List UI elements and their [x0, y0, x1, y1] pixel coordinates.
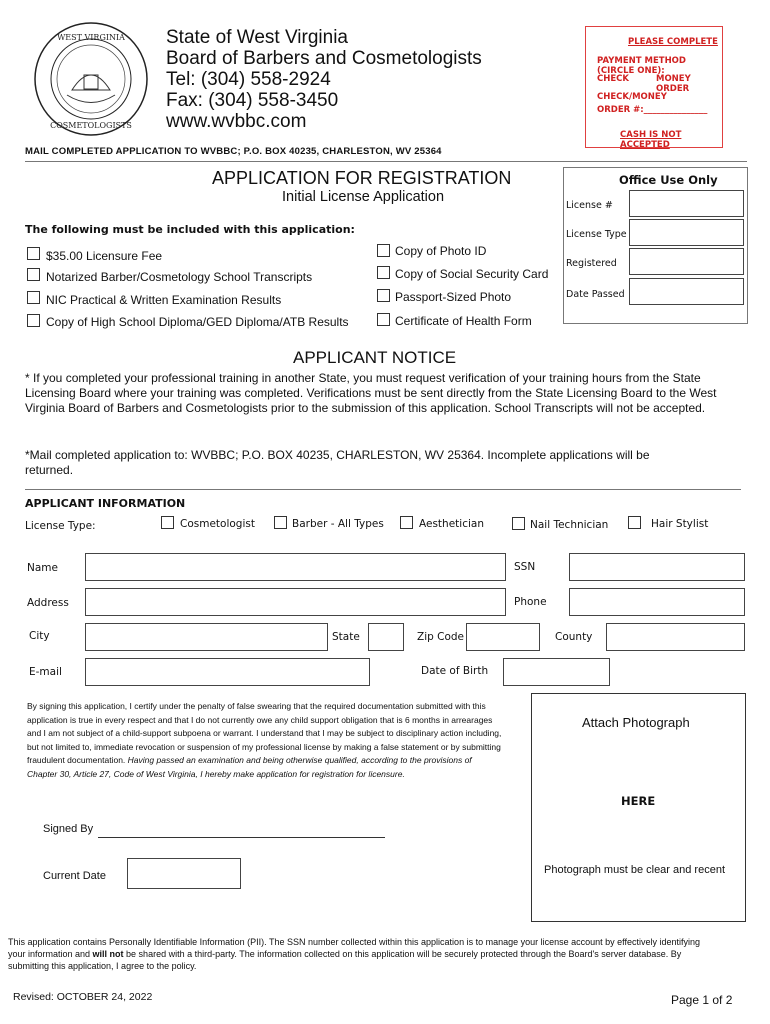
photo-note: Photograph must be clear and recent [544, 864, 726, 876]
diploma-checkbox[interactable] [27, 314, 40, 327]
county-field[interactable] [606, 623, 745, 651]
photo-id-label: Copy of Photo ID [395, 244, 487, 258]
license-type-office-field[interactable] [629, 219, 744, 246]
photo-here-label: HERE [621, 794, 656, 808]
please-complete: PLEASE COMPLETE [628, 37, 718, 47]
payment-method-label: PAYMENT METHOD (CIRCLE ONE): [597, 56, 686, 76]
ssc-checkbox[interactable] [377, 266, 390, 279]
payment-method-box [585, 26, 723, 148]
phone-label: Phone [514, 596, 547, 608]
revised-date: Revised: OCTOBER 24, 2022 [13, 991, 153, 1003]
transcripts-label: Notarized Barber/Cosmetology School Transcripts [46, 270, 313, 284]
certification-statement: By signing this application, I certify under the penalty of false swearing that the required documentation submitted with this application is true in every respect and that I do not currently owe any child support obligation that is 6 months in arrearages and I am not subject of a child-support subpoena or warrant. I understand that I may be subject to disciplinary action including, but not limited to, immediate revocation or suspension of my professional license by making a false statement or by submitting fraudulent documentation. [27, 701, 502, 765]
cosmetologist-checkbox[interactable] [161, 516, 174, 529]
certification-italic: Having passed an examination and being otherwise qualified, according to the provisions of Chapter 30, Article 27, Code of West Virginia, I hereby make application for registration for licensure. [27, 755, 472, 779]
name-label: Name [27, 562, 58, 574]
license-type-label: License Type: [25, 520, 96, 532]
nail-technician-checkbox[interactable] [512, 517, 525, 530]
notice-title: APPLICANT NOTICE [293, 348, 457, 367]
current-date-label: Current Date [43, 870, 106, 882]
aesthetician-checkbox[interactable] [400, 516, 413, 529]
hair-stylist-checkbox[interactable] [628, 516, 641, 529]
license-type-office-label: License Type [566, 229, 627, 240]
requirements-heading: The following must be included with this application: [25, 223, 355, 236]
page-number: Page 1 of 2 [671, 993, 733, 1007]
zip-label: Zip Code [417, 631, 464, 643]
pii-text-2: be shared with a third-party. The information collected on this application will be securely protected through the Board's server database. By submitting this application, I agree to the policy. [8, 949, 682, 971]
passport-photo-label: Passport-Sized Photo [395, 290, 512, 304]
pii-text-1: This application contains Personally Identifiable Information (PII). The SSN number collected within this application is to manage your license account by effectively identifying your information and [8, 937, 701, 959]
name-field[interactable] [85, 553, 506, 581]
fee-label: $35.00 Licensure Fee [46, 249, 163, 263]
barber-checkbox[interactable] [274, 516, 287, 529]
zip-field[interactable] [466, 623, 540, 651]
mail-header: MAIL COMPLETED APPLICATION TO WVBBC; P.O. BOX 40235, CHARLESTON, WV 25364 [25, 146, 442, 157]
passport-photo-checkbox[interactable] [377, 289, 390, 302]
check-option[interactable]: CHECK [597, 74, 629, 84]
signature-line[interactable] [98, 837, 385, 838]
dob-label: Date of Birth [421, 665, 489, 677]
svg-text:WEST VIRGINIA: WEST VIRGINIA [57, 33, 125, 42]
notice-paragraph-2: *Mail completed application to: WVBBC; P.O. BOX 40235, CHARLESTON, WV 25364. Incomplete applications will be returned. [25, 448, 650, 477]
registered-field[interactable] [629, 248, 744, 275]
health-form-label: Certificate of Health Form [395, 314, 532, 328]
ssn-label: SSN [514, 561, 536, 573]
state-label: State [332, 631, 360, 643]
photo-box [531, 693, 746, 922]
nic-checkbox[interactable] [27, 291, 40, 304]
cash-not-accepted: CASH IS NOT ACCEPTED [620, 130, 682, 150]
license-number-field[interactable] [629, 190, 744, 217]
email-field[interactable] [85, 658, 370, 686]
svg-text:COSMETOLOGISTS: COSMETOLOGISTS [50, 121, 132, 130]
ssn-field[interactable] [569, 553, 745, 581]
fee-checkbox[interactable] [27, 247, 40, 260]
signed-by-label: Signed By [43, 823, 94, 835]
ssc-label: Copy of Social Security Card [395, 267, 549, 281]
state-seal [32, 20, 150, 138]
city-label: City [29, 630, 50, 642]
header-web[interactable]: www.wvbbc.com [166, 111, 307, 132]
page-title: APPLICATION FOR REGISTRATION [212, 168, 512, 188]
office-use-title: Office Use Only [619, 173, 718, 187]
current-date-field[interactable] [127, 858, 241, 889]
office-use-box [563, 167, 748, 324]
header-tel: Tel: (304) 558-2924 [166, 69, 331, 90]
city-field[interactable] [85, 623, 328, 651]
page-subtitle: Initial License Application [282, 189, 445, 205]
cosmetologist-label: Cosmetologist [180, 518, 255, 530]
county-label: County [555, 631, 593, 643]
photo-id-checkbox[interactable] [377, 244, 390, 257]
divider [25, 161, 747, 162]
header-fax: Fax: (304) 558-3450 [166, 90, 339, 111]
registered-label: Registered [566, 258, 617, 269]
pii-bold: will not [92, 949, 124, 959]
email-label: E-mail [29, 666, 62, 678]
hair-stylist-label: Hair Stylist [651, 518, 709, 530]
check-money-label: CHECK/MONEY [597, 92, 667, 102]
nic-label: NIC Practical & Written Examination Results [46, 293, 282, 307]
address-label: Address [27, 597, 69, 609]
attach-photo-label: Attach Photograph [582, 715, 690, 730]
health-form-checkbox[interactable] [377, 313, 390, 326]
diploma-label: Copy of High School Diploma/GED Diploma/ATB Results [46, 315, 349, 329]
order-number-field[interactable]: ORDER #:_______________ [597, 105, 708, 115]
header-board: Board of Barbers and Cosmetologists [166, 48, 482, 69]
date-passed-label: Date Passed [566, 289, 625, 300]
aesthetician-label: Aesthetician [419, 518, 484, 530]
money-order-option[interactable]: MONEY ORDER [656, 74, 691, 94]
transcripts-checkbox[interactable] [27, 268, 40, 281]
pii-notice [8, 936, 720, 972]
notice-paragraph-1: * If you completed your professional training in another State, you must request verification of your training hours from the State Licensing Board where your training was completed. Verifications must be sent directly from the State Licensing Board to the West Virginia Board of Barbers and Cosmetologists prior to the submission of this application. School Transcripts will not be accepted. [25, 371, 717, 415]
nail-technician-label: Nail Technician [530, 519, 609, 531]
state-field[interactable] [368, 623, 404, 651]
date-passed-field[interactable] [629, 278, 744, 305]
divider [25, 489, 741, 490]
license-number-label: License # [566, 200, 613, 211]
phone-field[interactable] [569, 588, 745, 616]
dob-field[interactable] [503, 658, 610, 686]
barber-label: Barber - All Types [292, 518, 384, 530]
header-state: State of West Virginia [166, 27, 349, 48]
address-field[interactable] [85, 588, 506, 616]
certification-text [27, 700, 503, 781]
applicant-info-heading: APPLICANT INFORMATION [25, 497, 186, 510]
